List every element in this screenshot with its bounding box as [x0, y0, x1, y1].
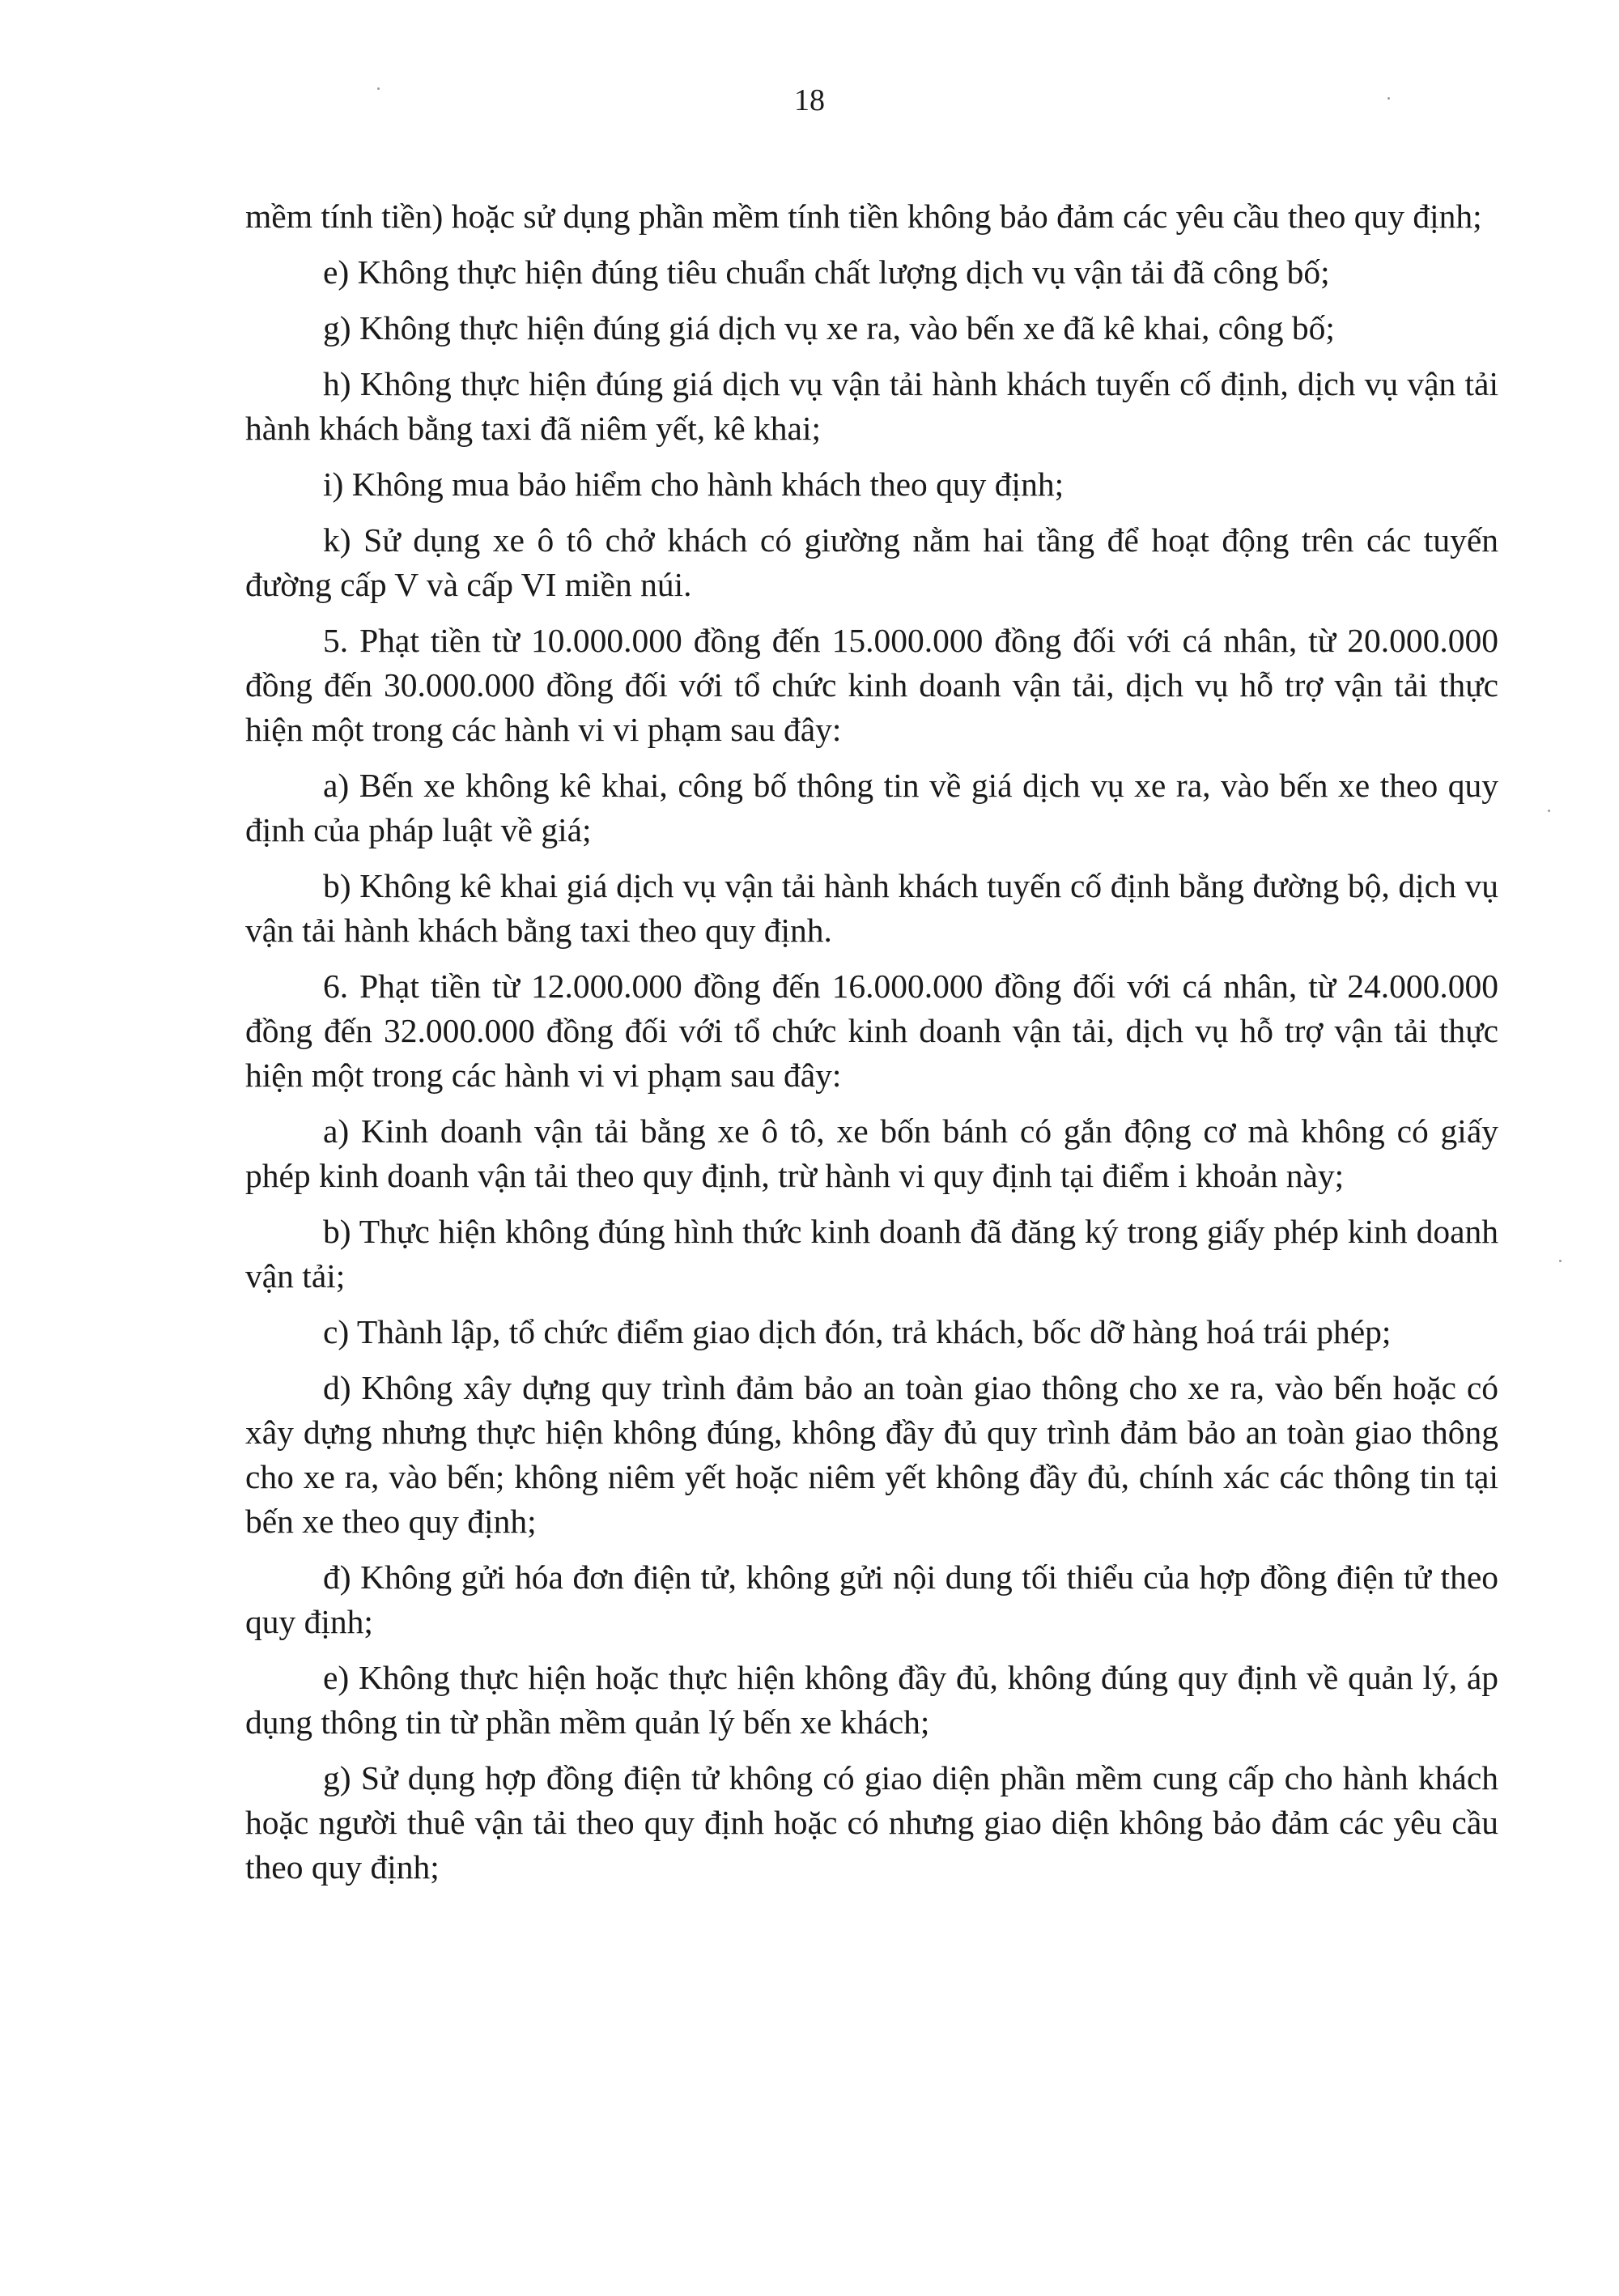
clause-e: e) Không thực hiện đúng tiêu chuẩn chất lượng dịch vụ vận tải đã công bố;	[323, 253, 1330, 291]
clause-g: g) Không thực hiện đúng giá dịch vụ xe ra, vào bến xe đã kê khai, công bố;	[323, 309, 1335, 347]
section-6-clause-g: g) Sử dụng hợp đồng điện tử không có giao diện phần mềm cung cấp cho hành khách hoặc người thuê vận tải theo quy định hoặc có nhưng giao diện không bảo đảm các yêu cầu theo quy định;	[245, 1759, 1498, 1886]
section-6-clause-c: c) Thành lập, tổ chức điểm giao dịch đón, trả khách, bốc dỡ hàng hoá trái phép;	[323, 1313, 1392, 1350]
section-5: 5. Phạt tiền từ 10.000.000 đồng đến 15.000.000 đồng đối với cá nhân, từ 20.000.000 đồng đến 30.000.000 đồng đối với tổ chức kinh doanh vận tải, dịch vụ hỗ trợ vận tải thực hiện một trong các hành vi vi phạm sau đây:	[245, 622, 1498, 748]
section-6-clause-d: d) Không xây dựng quy trình đảm bảo an toàn giao thông cho xe ra, vào bến hoặc có xây dựng nhưng thực hiện không đúng, không đầy đủ quy trình đảm bảo an toàn giao thông cho xe ra, vào bến; không niêm yết hoặc niêm yết không đầy đủ, chính xác các thông tin tại bến xe theo quy định;	[245, 1369, 1498, 1540]
page-number: 18	[794, 83, 825, 117]
clause-k: k) Sử dụng xe ô tô chở khách có giường nằm hai tầng để hoạt động trên các tuyến đường cấp V và cấp VI miền núi.	[245, 521, 1498, 603]
clause-h: h) Không thực hiện đúng giá dịch vụ vận tải hành khách tuyến cố định, dịch vụ vận tải hành khách bằng taxi đã niêm yết, kê khai;	[245, 365, 1498, 447]
clause-i: i) Không mua bảo hiểm cho hành khách theo quy định;	[323, 466, 1064, 503]
section-6-clause-a: a) Kinh doanh vận tải bằng xe ô tô, xe bốn bánh có gắn động cơ mà không có giấy phép kinh doanh vận tải theo quy định, trừ hành vi quy định tại điểm i khoản này;	[245, 1112, 1498, 1194]
section-6-clause-e: e) Không thực hiện hoặc thực hiện không đầy đủ, không đúng quy định về quản lý, áp dụng thông tin từ phần mềm quản lý bến xe khách;	[245, 1659, 1498, 1741]
body-text	[245, 194, 1498, 1901]
paragraph-continuation: mềm tính tiền) hoặc sử dụng phần mềm tính tiền không bảo đảm các yêu cầu theo quy định;	[245, 198, 1482, 235]
scan-speck	[1559, 1260, 1562, 1262]
section-6-clause-b: b) Thực hiện không đúng hình thức kinh doanh đã đăng ký trong giấy phép kinh doanh vận tải;	[245, 1213, 1498, 1295]
section-5-clause-a: a) Bến xe không kê khai, công bố thông tin về giá dịch vụ xe ra, vào bến xe theo quy định của pháp luật về giá;	[245, 767, 1498, 848]
section-6-clause-dd: đ) Không gửi hóa đơn điện tử, không gửi nội dung tối thiểu của hợp đồng điện tử theo quy định;	[245, 1558, 1498, 1640]
section-6: 6. Phạt tiền từ 12.000.000 đồng đến 16.000.000 đồng đối với cá nhân, từ 24.000.000 đồng đến 32.000.000 đồng đối với tổ chức kinh doanh vận tải, dịch vụ hỗ trợ vận tải thực hiện một trong các hành vi vi phạm sau đây:	[245, 967, 1498, 1094]
scan-speck	[1548, 810, 1550, 812]
section-5-clause-b: b) Không kê khai giá dịch vụ vận tải hành khách tuyến cố định bằng đường bộ, dịch vụ vận tải hành khách bằng taxi theo quy định.	[245, 867, 1498, 949]
